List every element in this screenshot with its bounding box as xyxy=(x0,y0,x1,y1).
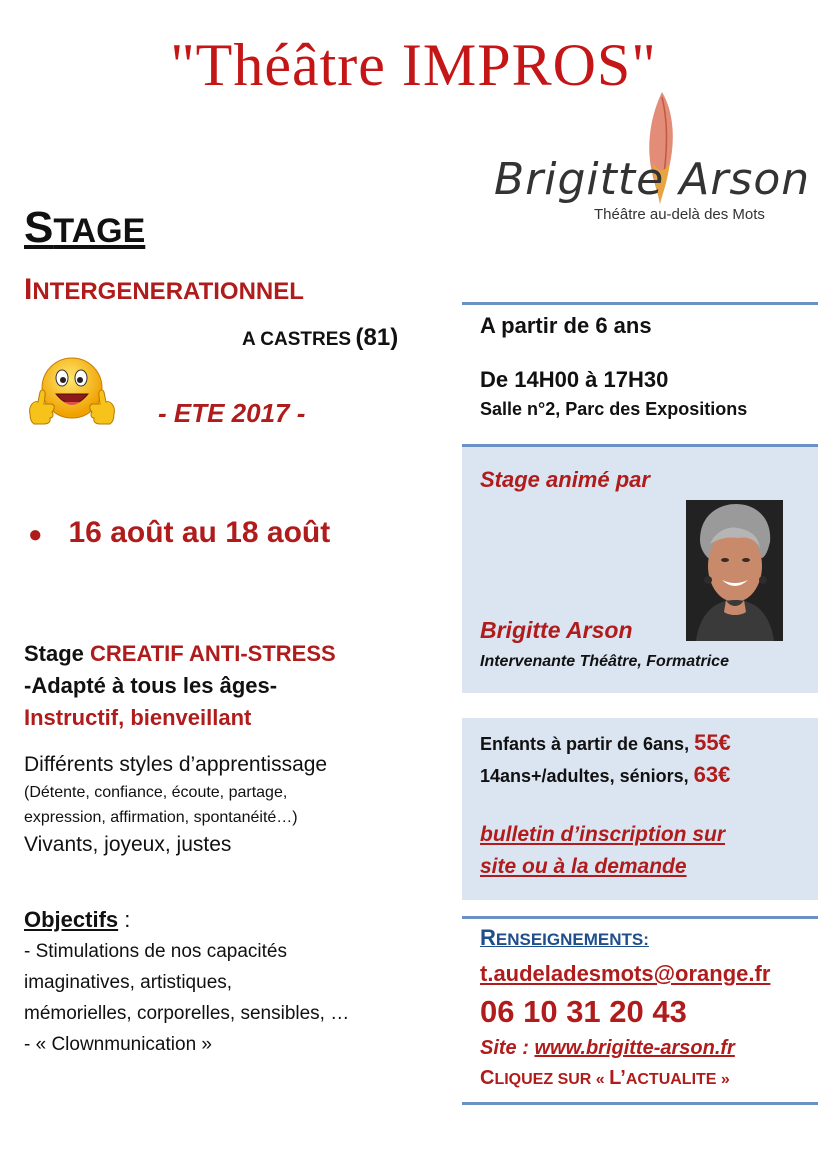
objectives-heading: Objectifs : xyxy=(24,907,131,932)
logo xyxy=(480,92,811,232)
objectives-block xyxy=(24,904,444,1060)
contact-phone: 06 10 31 20 43 xyxy=(480,994,687,1029)
stage-heading: STAGE xyxy=(24,203,146,252)
divider xyxy=(462,1102,818,1105)
learning-styles: Différents styles d’apprentissage xyxy=(24,753,328,776)
contact-site: Site : www.brigitte-arson.fr xyxy=(480,1037,735,1059)
description-line-2: -Adapté à tous les âges- xyxy=(24,673,278,698)
price-children: Enfants à partir de 6ans, 55€ xyxy=(480,730,731,755)
info-hours: De 14H00 à 17H30 xyxy=(480,367,669,392)
price-adults: 14ans+/adultes, séniors, 63€ xyxy=(480,762,731,787)
contact-heading: RENSEIGNEMENTS: xyxy=(480,925,649,950)
description-block xyxy=(24,638,434,860)
bulletin-link-line-2[interactable]: site ou à la demande xyxy=(480,855,687,878)
info-room: Salle n°2, Parc des Expositions xyxy=(480,399,748,419)
contact-block xyxy=(480,922,820,1095)
learning-styles-detail-1: (Détente, confiance, écoute, partage, xyxy=(24,784,288,801)
stage-location: A CASTRES (81) xyxy=(242,324,399,351)
bulletin-link-line-1[interactable]: bulletin d’inscription sur xyxy=(480,823,726,846)
smiley-thumbs-up-icon xyxy=(26,352,118,430)
stage-dates: 16 août au 18 août xyxy=(68,516,331,549)
divider xyxy=(462,916,818,919)
stage-type: INTERGENERATIONNEL xyxy=(24,273,304,306)
learning-styles-detail-2: expression, affirmation, spontanéité…) xyxy=(24,809,298,826)
stage-season: - ETE 2017 - xyxy=(158,398,306,428)
contact-email[interactable]: t.audeladesmots@orange.fr xyxy=(480,961,771,986)
qualities: Vivants, joyeux, justes xyxy=(24,833,232,856)
description-line-1: Stage CREATIF ANTI-STRESS xyxy=(24,641,336,666)
page-title: "Théâtre IMPROS" xyxy=(170,32,657,98)
contact-cta: CLIQUEZ SUR « L’ACTUALITE » xyxy=(480,1067,730,1089)
stage-dates-item xyxy=(28,516,330,550)
host-role: Intervenante Théâtre, Formatrice xyxy=(480,653,729,670)
host-name: Brigitte Arson xyxy=(480,617,633,643)
objective-line: - Stimulations de nos capacités xyxy=(24,941,287,962)
bullet-icon: ● xyxy=(28,521,43,548)
objective-line: mémorielles, corporelles, sensibles, … xyxy=(24,1003,350,1024)
logo-name: Brigitte Arson xyxy=(494,154,811,205)
pricing-panel xyxy=(462,718,818,900)
info-age: A partir de 6 ans xyxy=(480,313,652,338)
host-intro: Stage animé par xyxy=(480,467,650,492)
objective-line: - « Clownmunication » xyxy=(24,1034,212,1055)
host-panel xyxy=(462,447,818,693)
info-block xyxy=(480,310,810,422)
description-line-3: Instructif, bienveillant xyxy=(24,705,252,730)
divider xyxy=(462,302,818,305)
site-link[interactable]: www.brigitte-arson.fr xyxy=(534,1037,735,1059)
host-photo xyxy=(686,500,783,641)
objective-line: imaginatives, artistiques, xyxy=(24,972,233,993)
logo-subtitle: Théâtre au-delà des Mots xyxy=(594,206,765,223)
